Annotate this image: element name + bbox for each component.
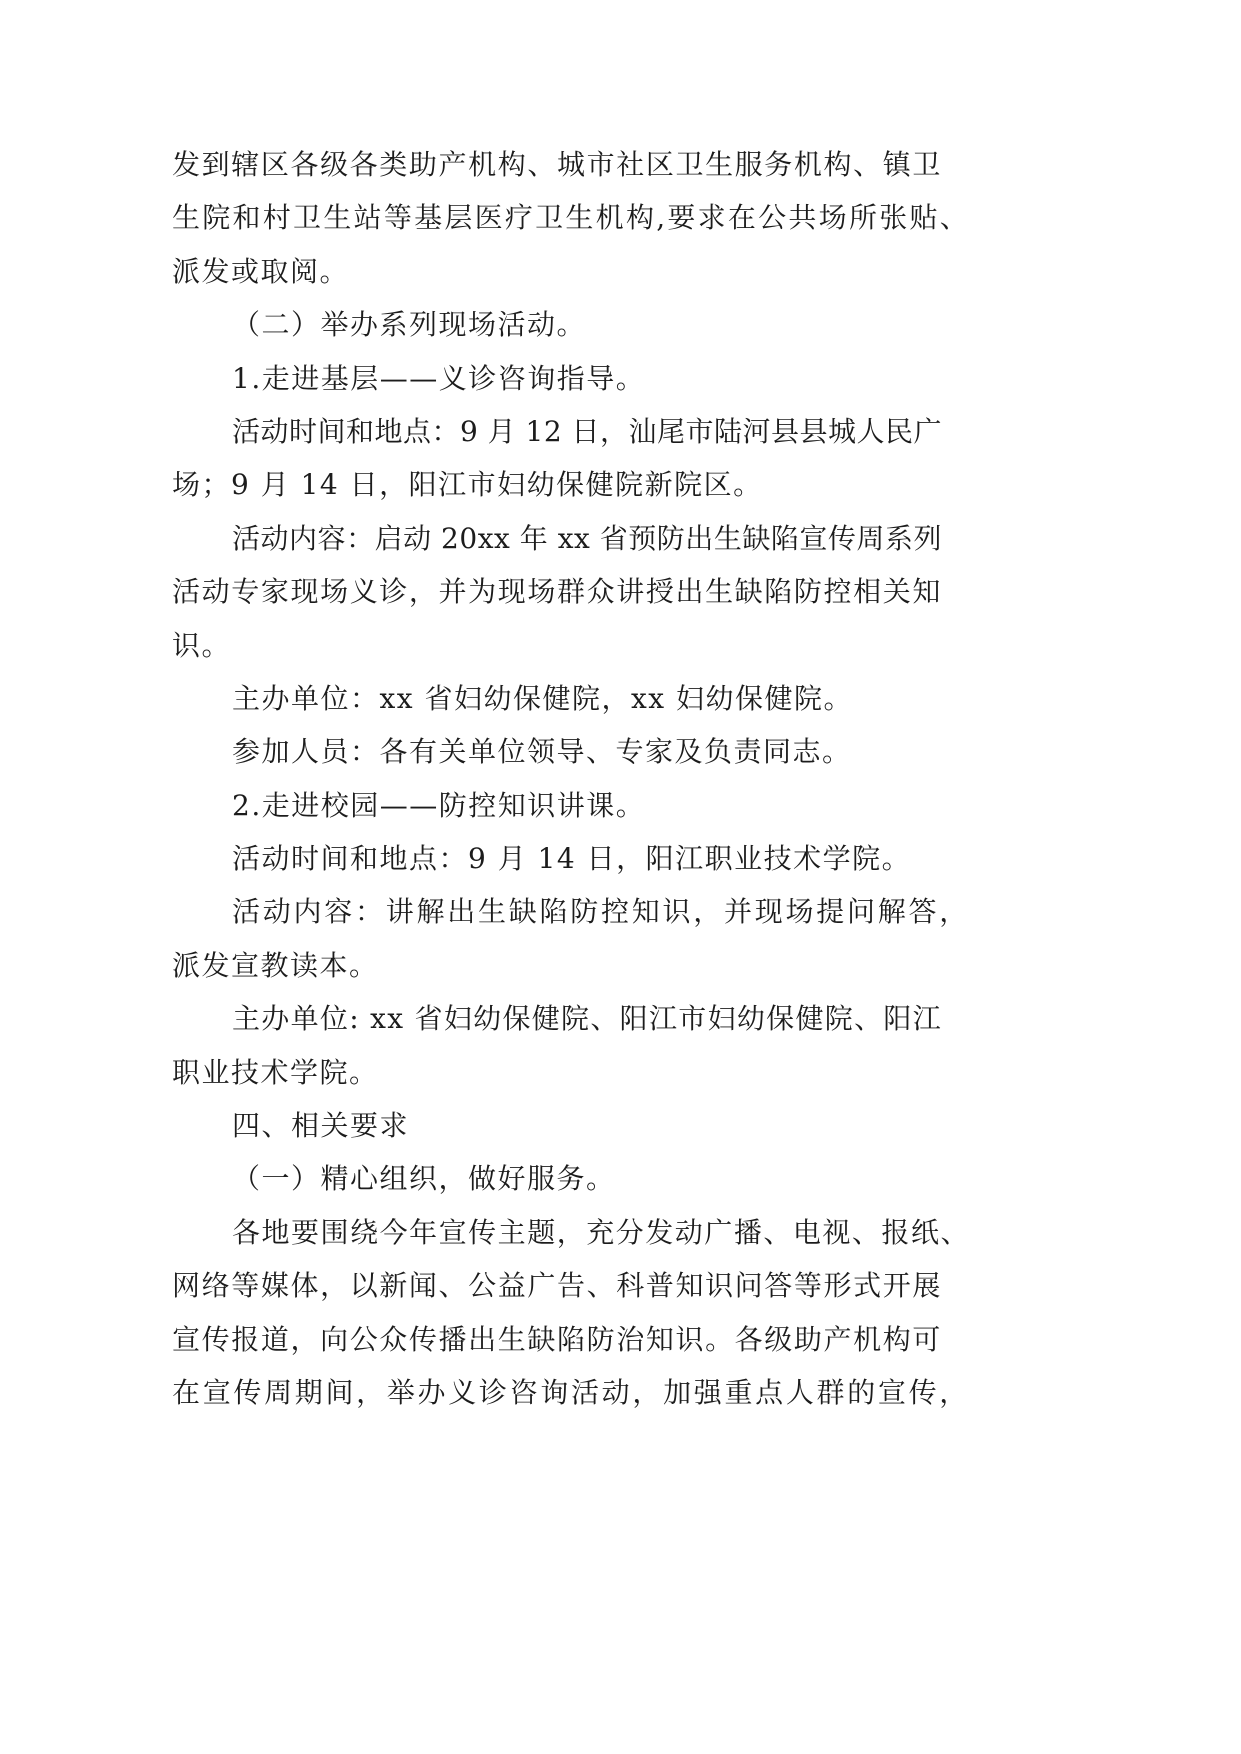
text-line: 在宣传周期间，举办义诊咨询活动，加强重点人群的宣传， (172, 1375, 970, 1409)
text-line: 活动时间和地点：9 月 14 日，阳江职业技术学院。 (232, 842, 912, 876)
text-line: 活动内容：启动 20xx 年 xx 省预防出生缺陷宣传周系列 (232, 521, 942, 555)
subsection-heading: 2.走进校园——防控知识讲课。 (232, 788, 646, 822)
text-line: 网络等媒体，以新闻、公益广告、科普知识问答等形式开展 (172, 1269, 942, 1303)
text-line: 活动专家现场义诊，并为现场群众讲授出生缺陷防控相关知 (172, 575, 942, 609)
section-heading: （二）举办系列现场活动。 (232, 308, 587, 342)
text-line: 宣传报道，向公众传播出生缺陷防治知识。各级助产机构可 (172, 1322, 942, 1356)
body-text (0, 138, 1241, 1419)
text-line: 派发宣教读本。 (172, 948, 379, 982)
section-heading: 四、相关要求 (232, 1109, 410, 1143)
text-line: 派发或取阅。 (172, 254, 350, 288)
text-line: 主办单位：xx 省妇幼保健院，xx 妇幼保健院。 (232, 681, 853, 715)
text-line: 职业技术学院。 (172, 1055, 379, 1089)
text-line: 场；9 月 14 日，阳江市妇幼保健院新院区。 (172, 468, 763, 502)
text-line: 活动时间和地点：9 月 12 日，汕尾市陆河县县城人民广 (232, 414, 942, 448)
text-line: 生院和村卫生站等基层医疗卫生机构,要求在公共场所张贴、 (172, 201, 970, 235)
subsection-heading: 1.走进基层——义诊咨询指导。 (232, 361, 646, 395)
subsection-heading: （一）精心组织，做好服务。 (232, 1162, 616, 1196)
text-line: 活动内容：讲解出生缺陷防控知识，并现场提问解答， (232, 895, 970, 929)
text-line: 发到辖区各级各类助产机构、城市社区卫生服务机构、镇卫 (172, 148, 942, 181)
text-line: 各地要围绕今年宣传主题，充分发动广播、电视、报纸、 (232, 1215, 970, 1249)
text-line: 识。 (172, 628, 232, 662)
text-line: 主办单位: xx 省妇幼保健院、阳江市妇幼保健院、阳江 (232, 1002, 942, 1036)
text-line: 参加人员：各有关单位领导、专家及负责同志。 (232, 735, 852, 769)
